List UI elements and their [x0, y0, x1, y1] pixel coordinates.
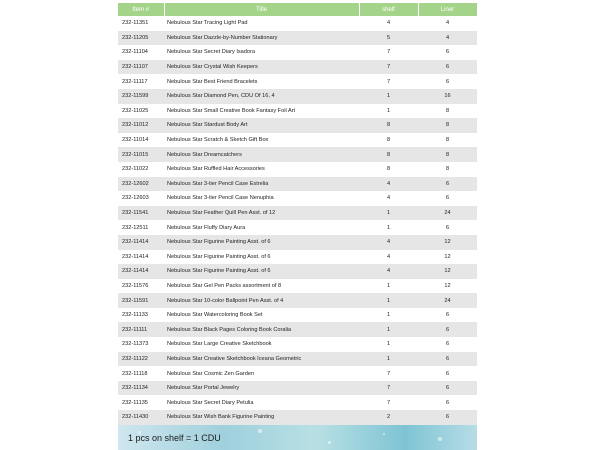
cell-title: Nebulous Star Figurine Painting Asst. of 6 [164, 264, 359, 279]
cell-shelf: 7 [359, 60, 418, 75]
cell-title: Nebulous Star Creative Sketchbook Iceana Geometric [164, 352, 359, 367]
cell-shelf: 4 [359, 250, 418, 265]
cell-shelf: 1 [359, 89, 418, 104]
table-row [118, 322, 477, 337]
cell-liner: 16 [418, 89, 477, 104]
cell-shelf: 1 [359, 279, 418, 294]
cell-item-number: 232-12603 [118, 191, 164, 206]
table-header-row [118, 3, 477, 16]
cell-shelf: 1 [359, 322, 418, 337]
cell-liner: 6 [418, 352, 477, 367]
cell-item-number: 232-11414 [118, 264, 164, 279]
cell-liner: 6 [418, 60, 477, 75]
cell-item-number: 232-11135 [118, 395, 164, 410]
col-header-liner: Liner [418, 3, 477, 16]
cell-title: Nebulous Star 3-tier Pencil Case Estrelia [164, 177, 359, 192]
cell-item-number: 232-11205 [118, 31, 164, 46]
table-row [118, 162, 477, 177]
cell-item-number: 232-11012 [118, 118, 164, 133]
cell-title: Nebulous Star Figurine Painting Asst. of 6 [164, 235, 359, 250]
cell-shelf: 7 [359, 381, 418, 396]
cell-title: Nebulous Star Gel Pen Packs assortment of 8 [164, 279, 359, 294]
cell-liner: 6 [418, 177, 477, 192]
cell-shelf: 8 [359, 162, 418, 177]
cell-title: Nebulous Star Crystal Wish Keepers [164, 60, 359, 75]
cell-title: Nebulous Star Figurine Painting Asst. of 6 [164, 250, 359, 265]
cell-title: Nebulous Star Ruffled Hair Accessories [164, 162, 359, 177]
table-row [118, 381, 477, 396]
cell-liner: 6 [418, 74, 477, 89]
table-row [118, 31, 477, 46]
cell-shelf: 1 [359, 337, 418, 352]
cell-liner: 8 [418, 104, 477, 119]
table-row [118, 104, 477, 119]
cell-item-number: 232-11117 [118, 74, 164, 89]
table-row [118, 337, 477, 352]
table-row [118, 410, 477, 425]
cell-liner: 6 [418, 220, 477, 235]
cell-liner: 6 [418, 381, 477, 396]
cell-item-number: 232-11373 [118, 337, 164, 352]
table-row [118, 89, 477, 104]
cell-item-number: 232-11576 [118, 279, 164, 294]
cell-liner: 6 [418, 45, 477, 60]
cell-shelf: 1 [359, 352, 418, 367]
inventory-sheet [118, 3, 477, 450]
cell-item-number: 232-11014 [118, 133, 164, 148]
table-row [118, 250, 477, 265]
cell-title: Nebulous Star Large Creative Sketchbook [164, 337, 359, 352]
table-row [118, 264, 477, 279]
cell-item-number: 232-11134 [118, 381, 164, 396]
cell-item-number: 232-11591 [118, 293, 164, 308]
table-row [118, 220, 477, 235]
cell-shelf: 7 [359, 45, 418, 60]
table-row [118, 235, 477, 250]
cell-shelf: 4 [359, 235, 418, 250]
table-body [118, 16, 477, 425]
cell-shelf: 4 [359, 16, 418, 31]
table-row [118, 147, 477, 162]
cell-shelf: 5 [359, 31, 418, 46]
cell-title: Nebulous Star Cosmic Zen Garden [164, 366, 359, 381]
cell-item-number: 232-11541 [118, 206, 164, 221]
cell-liner: 6 [418, 395, 477, 410]
cell-liner: 6 [418, 337, 477, 352]
cell-shelf: 8 [359, 133, 418, 148]
cell-item-number: 232-11414 [118, 250, 164, 265]
cell-shelf: 2 [359, 410, 418, 425]
cell-liner: 6 [418, 322, 477, 337]
cell-item-number: 232-11133 [118, 308, 164, 323]
cell-shelf: 4 [359, 177, 418, 192]
cell-title: Nebulous Star Watercoloring Book Set [164, 308, 359, 323]
cell-liner: 4 [418, 31, 477, 46]
cell-liner: 6 [418, 366, 477, 381]
cell-item-number: 232-11414 [118, 235, 164, 250]
cell-title: Nebulous Star Secret Diary Isadora [164, 45, 359, 60]
cell-title: Nebulous Star 10-color Ballpoint Pen Asst. of 4 [164, 293, 359, 308]
table-row [118, 395, 477, 410]
cell-title: Nebulous Star Portal Jewelry [164, 381, 359, 396]
cell-liner: 12 [418, 235, 477, 250]
cell-title: Nebulous Star Diamond Pen, CDU Of 16, 4 [164, 89, 359, 104]
cell-liner: 6 [418, 308, 477, 323]
cell-shelf: 1 [359, 220, 418, 235]
cell-shelf: 4 [359, 264, 418, 279]
cell-title: Nebulous Star Secret Diary Petulia [164, 395, 359, 410]
cell-liner: 8 [418, 118, 477, 133]
cell-item-number: 232-11104 [118, 45, 164, 60]
cell-title: Nebulous Star Best Friend Bracelets [164, 74, 359, 89]
table-row [118, 118, 477, 133]
cell-title: Nebulous Star Feather Quill Pen Asst. of 12 [164, 206, 359, 221]
table-row [118, 366, 477, 381]
cell-liner: 4 [418, 16, 477, 31]
cell-shelf: 8 [359, 118, 418, 133]
table-row [118, 60, 477, 75]
cell-title: Nebulous Star Wish Bank Figurine Painting [164, 410, 359, 425]
cell-title: Nebulous Star Small Creative Book Fantasy Foil Art [164, 104, 359, 119]
cell-item-number: 232-11022 [118, 162, 164, 177]
cell-liner: 8 [418, 162, 477, 177]
cell-item-number: 232-11118 [118, 366, 164, 381]
cell-title: Nebulous Star Black Pages Coloring Book Coralia [164, 322, 359, 337]
cell-liner: 12 [418, 264, 477, 279]
cell-title: Nebulous Star Tracing Light Pad [164, 16, 359, 31]
cell-shelf: 7 [359, 74, 418, 89]
cell-liner: 8 [418, 133, 477, 148]
cell-title: Nebulous Star 3-tier Pencil Case Nenuphia [164, 191, 359, 206]
col-header-title: Title [164, 3, 359, 16]
table-row [118, 206, 477, 221]
table-row [118, 16, 477, 31]
footer-note: 1 pcs on shelf = 1 CDU [128, 433, 221, 443]
table-row [118, 74, 477, 89]
cell-item-number: 232-11107 [118, 60, 164, 75]
cell-shelf: 7 [359, 395, 418, 410]
cell-shelf: 1 [359, 293, 418, 308]
table-row [118, 352, 477, 367]
cell-title: Nebulous Star Stardust Body Art [164, 118, 359, 133]
table-row [118, 279, 477, 294]
cell-liner: 12 [418, 279, 477, 294]
table-row [118, 45, 477, 60]
cell-item-number: 232-11015 [118, 147, 164, 162]
cell-item-number: 232-11430 [118, 410, 164, 425]
table-row [118, 308, 477, 323]
table-row [118, 133, 477, 148]
cell-item-number: 232-11122 [118, 352, 164, 367]
cell-liner: 24 [418, 206, 477, 221]
table-row [118, 177, 477, 192]
cell-title: Nebulous Star Dreamcatchers [164, 147, 359, 162]
cell-title: Nebulous Star Dazzle-by-Number Stationary [164, 31, 359, 46]
col-header-shelf: shelf [359, 3, 418, 16]
cell-title: Nebulous Star Fluffy Diary Aura [164, 220, 359, 235]
cell-liner: 6 [418, 191, 477, 206]
cell-item-number: 232-12602 [118, 177, 164, 192]
cell-item-number: 232-11025 [118, 104, 164, 119]
cell-shelf: 1 [359, 206, 418, 221]
cell-liner: 24 [418, 293, 477, 308]
cell-liner: 12 [418, 250, 477, 265]
cell-item-number: 232-11599 [118, 89, 164, 104]
cell-liner: 6 [418, 410, 477, 425]
cell-liner: 8 [418, 147, 477, 162]
table-row [118, 191, 477, 206]
cell-shelf: 1 [359, 308, 418, 323]
cell-shelf: 8 [359, 147, 418, 162]
cell-title: Nebulous Star Scratch & Sketch Gift Box [164, 133, 359, 148]
cell-shelf: 7 [359, 366, 418, 381]
cell-item-number: 232-11351 [118, 16, 164, 31]
cell-item-number: 232-12511 [118, 220, 164, 235]
col-header-item: Item # [118, 3, 164, 16]
inventory-table [118, 3, 477, 425]
table-row [118, 293, 477, 308]
cell-shelf: 4 [359, 191, 418, 206]
cell-item-number: 232-11111 [118, 322, 164, 337]
cell-shelf: 1 [359, 104, 418, 119]
